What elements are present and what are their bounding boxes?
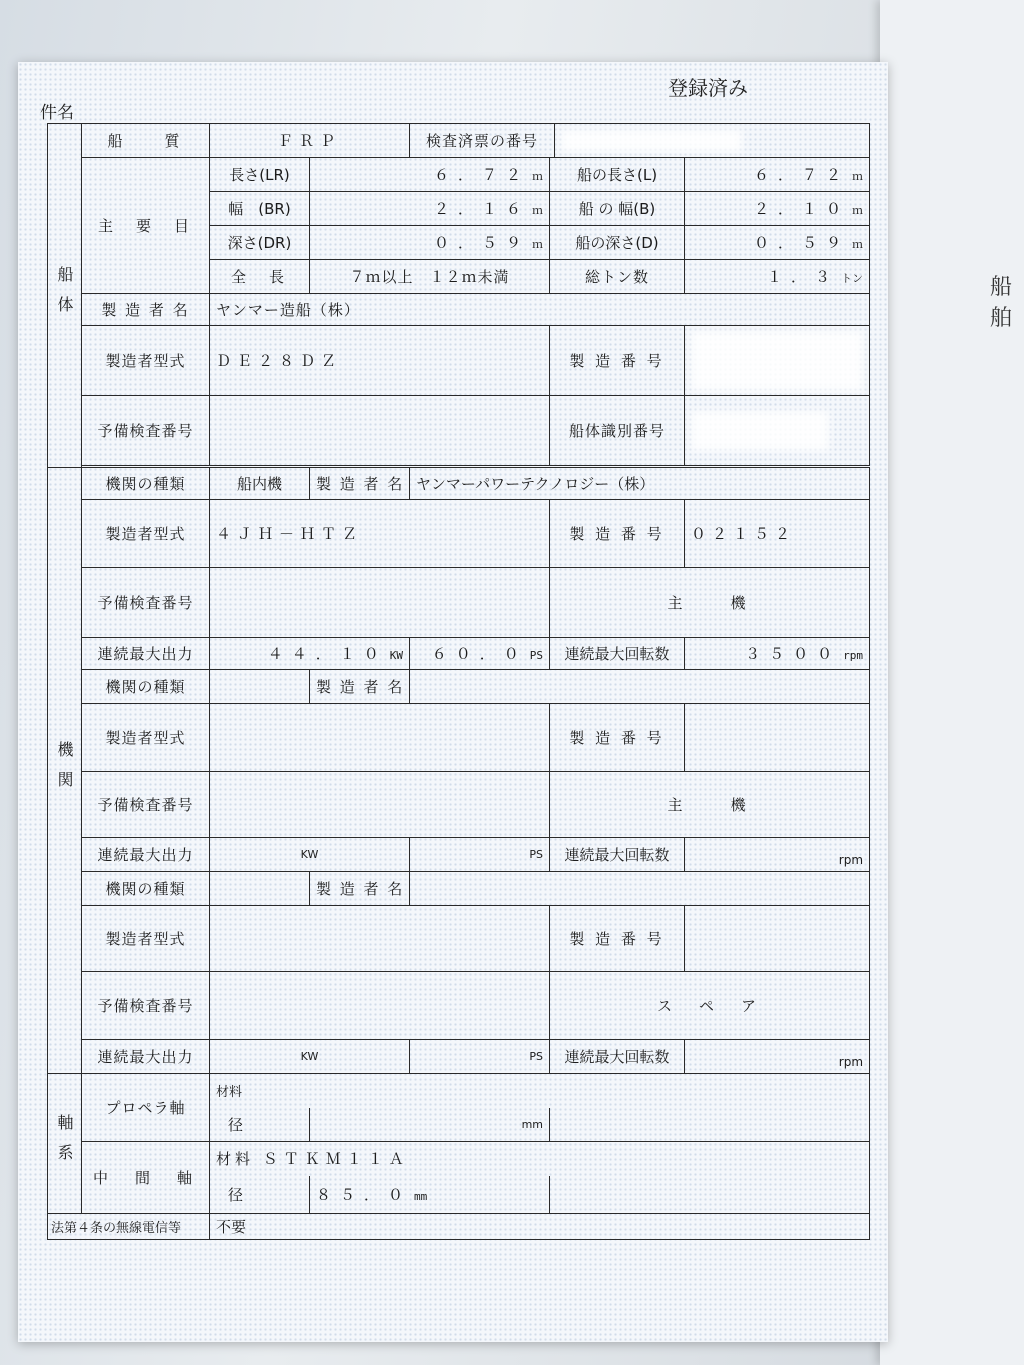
engine1-serial-value: ０２１５２ xyxy=(685,500,870,568)
engine3-maker-value xyxy=(410,872,870,906)
engine1-role: 主 機 xyxy=(550,568,870,638)
intermediate-dia-number: ８５．０ xyxy=(316,1185,413,1204)
engine3-type-value xyxy=(210,872,310,906)
engine2-role: 主 機 xyxy=(550,772,870,838)
engine3-unit-kw: KW xyxy=(210,1040,410,1074)
engine3-row-prelim xyxy=(48,972,870,1040)
unit-mm: mm xyxy=(414,1189,428,1203)
hull-serial-value xyxy=(685,326,870,396)
engine2-row-model xyxy=(48,704,870,772)
engine2-unit-rpm: rpm xyxy=(685,838,870,872)
engine2-row-type xyxy=(48,670,870,704)
ship-depth-number: ０．５９ xyxy=(754,234,851,252)
engine2-serial-label: 製 造 番 号 xyxy=(550,704,685,772)
engine2-rpm-label: 連続最大回転数 xyxy=(550,838,685,872)
engine3-maker-label: 製 造 者 名 xyxy=(310,872,410,906)
unit-m: ｍ xyxy=(532,204,544,217)
hull-row-length xyxy=(48,158,870,192)
unit-m: ｍ xyxy=(532,170,544,183)
gross-tonnage-number: １．３ xyxy=(767,268,840,286)
engine2-prelim-value xyxy=(210,772,550,838)
engine3-power-label: 連続最大出力 xyxy=(82,1040,210,1074)
unit-m: ｍ xyxy=(852,170,864,183)
overall-value: ７ｍ以上 １２ｍ未満 xyxy=(310,260,550,294)
engine2-unit-ps: PS xyxy=(410,838,550,872)
engine1-power-label: 連続最大出力 xyxy=(82,638,210,670)
intermediate-dia-label: 径 xyxy=(210,1176,310,1214)
engine1-row-prelim xyxy=(48,568,870,638)
registration-table xyxy=(47,123,870,1240)
length-lr-value xyxy=(310,158,550,192)
intermediate-row-material xyxy=(48,1142,870,1176)
engine3-rpm-label: 連続最大回転数 xyxy=(550,1040,685,1074)
hull-row-prelim xyxy=(48,396,870,466)
hull-row-maker xyxy=(48,294,870,326)
unit-ps: PS xyxy=(529,649,544,662)
hull-maker-value: ヤンマー造船（株） xyxy=(210,294,870,326)
intermediate-shaft-label: 中 間 軸 xyxy=(82,1142,210,1214)
intermediate-material-label: 材料 xyxy=(216,1150,255,1169)
hull-prelim-value xyxy=(210,396,550,466)
ship-depth-label: 船の深さ(D) xyxy=(550,226,685,260)
engine2-row-power xyxy=(48,838,870,872)
registered-stamp: 登録済み xyxy=(668,76,748,100)
hull-prelim-label: 予備検査番号 xyxy=(82,396,210,466)
engine1-maker-value: ヤンマーパワーテクノロジー（株） xyxy=(410,468,870,500)
radio-value: 不要 xyxy=(210,1214,870,1240)
hull-id-label: 船体識別番号 xyxy=(550,396,685,466)
overall-label: 全 長 xyxy=(210,260,310,294)
unit-rpm: rpm xyxy=(843,649,864,662)
engine1-kw-number: ４４．１０ xyxy=(267,645,388,663)
hull-maker-label: 製 造 者 名 xyxy=(82,294,210,326)
back-page xyxy=(880,0,1024,1365)
unit-ton: トン xyxy=(841,272,864,285)
propeller-dia-label: 径 xyxy=(210,1108,310,1142)
ship-length-value xyxy=(685,158,870,192)
engine1-row-type xyxy=(48,468,870,500)
engine-section-label: 機関 xyxy=(48,468,82,1074)
depth-dr-label: 深さ(DR) xyxy=(210,226,310,260)
ship-length-number: ６．７２ xyxy=(754,166,851,184)
propeller-dia-blank xyxy=(550,1108,870,1142)
intermediate-material xyxy=(210,1142,870,1176)
engine3-unit-rpm: rpm xyxy=(685,1040,870,1074)
hull-model-value: ＤＥ２８ＤＺ xyxy=(210,326,550,396)
main-dims-label: 主 要 目 xyxy=(82,158,210,294)
engine1-serial-label: 製 造 番 号 xyxy=(550,500,685,568)
engine2-model-label: 製造者型式 xyxy=(82,704,210,772)
breadth-br-value xyxy=(310,192,550,226)
engine2-type-value xyxy=(210,670,310,704)
engine2-row-prelim xyxy=(48,772,870,838)
engine3-row-type xyxy=(48,872,870,906)
engine1-row-model xyxy=(48,500,870,568)
radio-row xyxy=(48,1214,870,1240)
engine1-power-ps xyxy=(410,638,550,670)
engine3-prelim-label: 予備検査番号 xyxy=(82,972,210,1040)
propeller-shaft-label: プロペラ軸 xyxy=(82,1074,210,1142)
propeller-row-material xyxy=(48,1074,870,1108)
breadth-br-number: ２．１６ xyxy=(434,200,531,218)
engine1-rpm-label: 連続最大回転数 xyxy=(550,638,685,670)
engine2-type-label: 機関の種類 xyxy=(82,670,210,704)
inspection-no-value xyxy=(555,124,870,158)
engine1-rpm-value xyxy=(685,638,870,670)
engine2-unit-kw: KW xyxy=(210,838,410,872)
ship-breadth-label: 船 の 幅(B) xyxy=(550,192,685,226)
hull-serial-label: 製 造 番 号 xyxy=(550,326,685,396)
unit-m: ｍ xyxy=(532,238,544,251)
document-heading: 件名 xyxy=(40,103,74,123)
hull-section-label: 船体 xyxy=(48,124,82,468)
radio-label: 法第４条の無線電信等 xyxy=(48,1214,210,1240)
engine1-power-kw xyxy=(210,638,410,670)
unit-m: ｍ xyxy=(852,238,864,251)
engine1-type-label: 機関の種類 xyxy=(82,468,210,500)
engine3-prelim-value xyxy=(210,972,550,1040)
inspection-no-label: 検査済票の番号 xyxy=(410,124,555,158)
ship-depth-value xyxy=(685,226,870,260)
engine2-power-label: 連続最大出力 xyxy=(82,838,210,872)
hull-row-material xyxy=(48,124,870,158)
engine1-row-power xyxy=(48,638,870,670)
length-lr-label: 長さ(LR) xyxy=(210,158,310,192)
intermediate-material-value: ＳＴＫＭ１１Ａ xyxy=(262,1150,410,1169)
hull-id-value xyxy=(685,396,870,466)
propeller-unit-mm: mm xyxy=(310,1108,550,1142)
engine2-prelim-label: 予備検査番号 xyxy=(82,772,210,838)
engine1-maker-label: 製 造 者 名 xyxy=(310,468,410,500)
back-page-edge-text: 船舶 xyxy=(990,275,1013,331)
intermediate-dia-blank xyxy=(550,1176,870,1214)
engine1-model-label: 製造者型式 xyxy=(82,500,210,568)
engine1-model-value: ４ＪＨ－ＨＴＺ xyxy=(210,500,550,568)
ship-breadth-value xyxy=(685,192,870,226)
ship-breadth-number: ２．１０ xyxy=(754,200,851,218)
engine1-ps-number: ６０．０ xyxy=(431,645,528,663)
unit-m: ｍ xyxy=(852,204,864,217)
engine3-serial-value xyxy=(685,906,870,972)
gross-tonnage-value xyxy=(685,260,870,294)
length-lr-number: ６．７２ xyxy=(434,166,531,184)
engine2-model-value xyxy=(210,704,550,772)
intermediate-dia-value xyxy=(310,1176,550,1214)
engine2-maker-label: 製 造 者 名 xyxy=(310,670,410,704)
engine2-maker-value xyxy=(410,670,870,704)
breadth-br-label: 幅 (BR) xyxy=(210,192,310,226)
material-label: 船 質 xyxy=(82,124,210,158)
engine3-row-power xyxy=(48,1040,870,1074)
registration-document xyxy=(18,62,888,1342)
engine3-unit-ps: PS xyxy=(410,1040,550,1074)
depth-dr-value xyxy=(310,226,550,260)
hull-row-model xyxy=(48,326,870,396)
material-value: ＦＲＰ xyxy=(210,124,410,158)
hull-model-label: 製造者型式 xyxy=(82,326,210,396)
engine1-prelim-value xyxy=(210,568,550,638)
engine3-serial-label: 製 造 番 号 xyxy=(550,906,685,972)
engine3-type-label: 機関の種類 xyxy=(82,872,210,906)
engine3-row-model xyxy=(48,906,870,972)
engine2-serial-value xyxy=(685,704,870,772)
depth-dr-number: ０．５９ xyxy=(434,234,531,252)
unit-kw: KW xyxy=(389,649,404,662)
ship-length-label: 船の長さ(L) xyxy=(550,158,685,192)
engine3-role: ス ペ ア xyxy=(550,972,870,1040)
propeller-material-label: 材料 xyxy=(210,1074,870,1108)
engine1-rpm-number: ３５００ xyxy=(745,645,842,663)
gross-tonnage-label: 総トン数 xyxy=(550,260,685,294)
engine1-prelim-label: 予備検査番号 xyxy=(82,568,210,638)
engine1-type-value: 船内機 xyxy=(210,468,310,500)
engine3-model-label: 製造者型式 xyxy=(82,906,210,972)
shaft-section-label: 軸系 xyxy=(48,1074,82,1214)
engine3-model-value xyxy=(210,906,550,972)
